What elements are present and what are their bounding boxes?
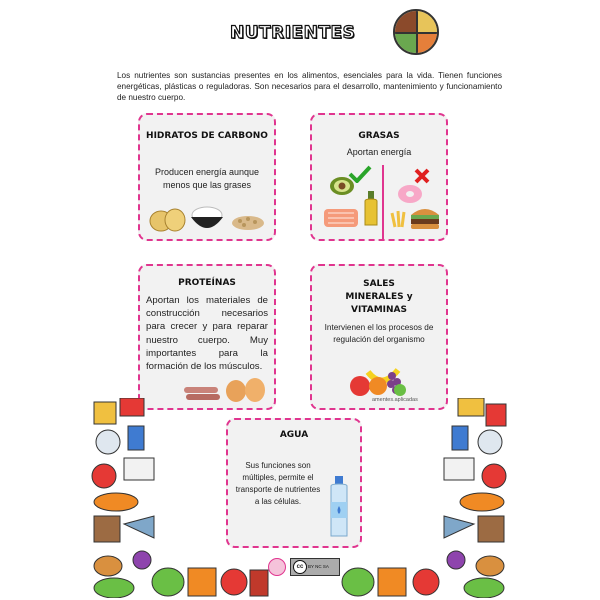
oil-bottle-icon [362,189,380,229]
potatoes-icon [148,205,186,233]
license-terms: BY NC SA [308,564,329,569]
card-title: SALES MINERALES y VITAMINAS [345,279,413,315]
avocado-icon [328,175,356,197]
eggs-icon [224,376,268,404]
intro-paragraph: Los nutrientes son sustancias presentes en los alimentos, esenciales para la vida. Tienen funciones energéticas, plásticas o reguladoras. Son necesarios para el desarrollo, mantenimiento y funcionamiento de nuestro cuerpo. [117,71,502,102]
food-plate-icon [393,9,439,55]
credit-label: amentes.aplicadas [372,397,418,403]
right-food-border-decoration [440,398,510,598]
bottom-food-decoration-right [340,552,450,600]
cc-icon: cc [293,560,307,574]
fruits-icon [348,362,408,398]
sausages-icon [182,384,222,404]
card-agua [226,418,362,548]
card-title: HIDRATOS DE CARBONO [146,131,268,141]
page-title: NUTRIENTES [230,23,356,43]
card-proteinas [138,264,276,410]
burger-icon [408,203,442,231]
divider [382,165,384,241]
donut-icon [396,183,424,205]
fries-icon [388,207,410,229]
card-title: PROTEÍNAS [178,278,236,288]
license-badge[interactable] [290,558,340,576]
card-text: Aportan energía [346,147,412,157]
card-text: Sus funciones son múltiples, permite el transporte de nutrientes a las células. [235,461,321,506]
cereal-icon [230,211,266,231]
card-grasas [310,113,448,241]
card-hidratos [138,113,276,241]
card-text: Aportan los materiales de construcción necesarios para crecer y para reparar nuestro cuerpo. Muy importantes para la formación de los músculos. [146,295,268,373]
salmon-icon [322,205,362,231]
rice-bowl-icon [188,203,226,235]
water-bottle-icon [326,474,352,540]
card-text: Intervienen el los procesos de regulación del organismo [324,323,434,344]
card-title: GRASAS [358,131,400,141]
author-logo [268,558,286,576]
bottom-food-decoration-left [150,552,270,600]
card-sales [310,264,448,410]
card-text: Producen energía aunque menos que las grases [154,167,260,190]
card-title: AGUA [279,430,309,440]
